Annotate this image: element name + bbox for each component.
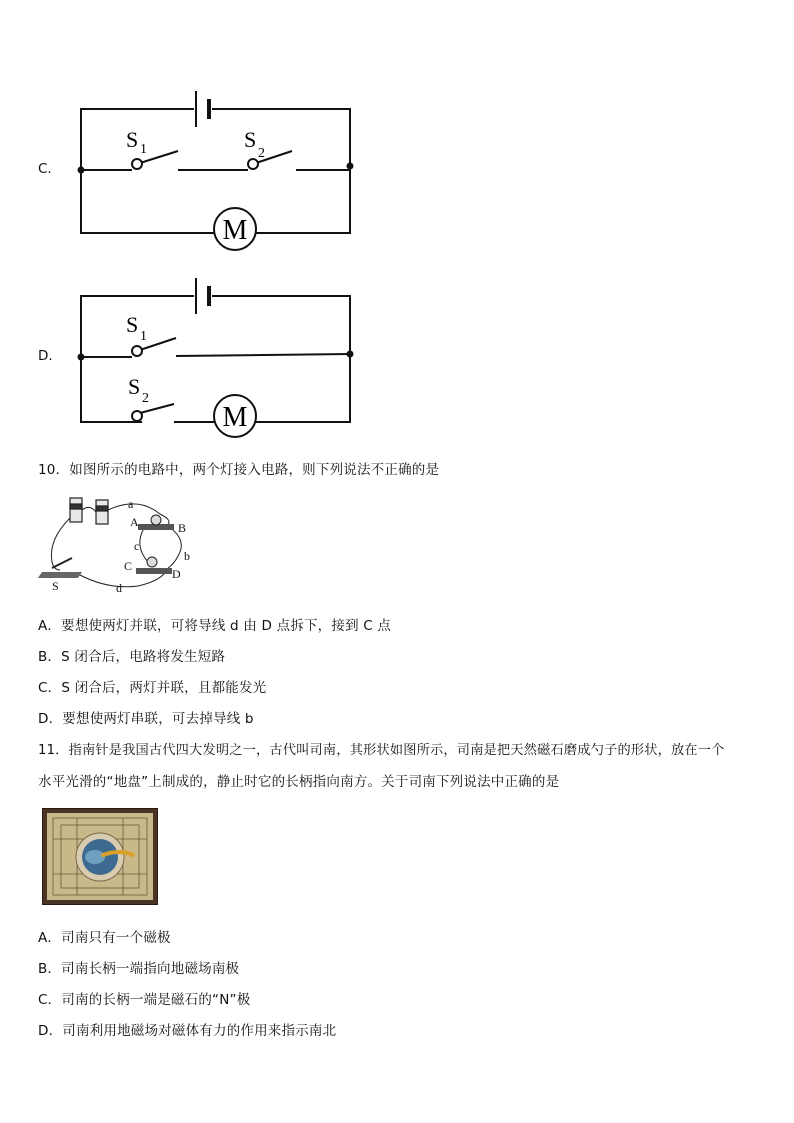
lamp-2-base xyxy=(136,568,172,574)
option-c-label: C. xyxy=(38,161,52,177)
label-D: D xyxy=(172,567,181,581)
junction-d-left xyxy=(78,354,85,361)
lamp-1-bulb xyxy=(151,515,161,525)
s1-sub-c: 1 xyxy=(140,142,147,157)
switch-s2-pivot-c xyxy=(248,159,258,169)
q10-option-c[interactable]: C．S 闭合后，两灯并联，且都能发光 xyxy=(38,680,267,696)
q11-option-a[interactable]: A．司南只有一个磁极 xyxy=(38,930,171,946)
junction-c-right xyxy=(347,163,354,170)
lamp-2-bulb xyxy=(147,557,157,567)
wire-d-outer xyxy=(81,296,350,422)
s1-sub-d: 1 xyxy=(140,329,147,344)
label-d: d xyxy=(116,581,122,595)
s1-label-c: S xyxy=(126,127,139,152)
q10-option-a[interactable]: A．要想使两灯并联，可将导线 d 由 D 点拆下，接到 C 点 xyxy=(38,618,392,634)
wire-battery-to-switch xyxy=(51,518,70,570)
label-C: C xyxy=(124,559,133,573)
q10-option-d[interactable]: D．要想使两灯串联，可去掉导线 b xyxy=(38,711,254,727)
battery-cell-2 xyxy=(96,500,108,524)
label-S: S xyxy=(52,579,59,593)
switch-s2-gap-d xyxy=(142,419,174,425)
sinan-photo-drawing xyxy=(43,809,157,904)
option-d-label: D. xyxy=(38,348,53,364)
q10-option-b[interactable]: B．S 闭合后，电路将发生短路 xyxy=(38,649,226,665)
wire-c xyxy=(140,528,148,562)
motor-d-label: M xyxy=(222,402,248,433)
q11-option-b[interactable]: B．司南长柄一端指向地磁场南极 xyxy=(38,961,240,977)
question-11-stem-line-1: 11．指南针是我国古代四大发明之一，古代叫司南，其形状如图所示，司南是把天然磁石磨成勺子的形状，放在一个 xyxy=(38,743,725,758)
wire-between-batteries xyxy=(82,507,96,512)
label-B: B xyxy=(178,521,187,535)
sinan-photo xyxy=(42,808,158,905)
switch-s1-pivot-d xyxy=(132,346,142,356)
junction-c-left xyxy=(78,167,85,174)
circuit-diagram-c xyxy=(60,85,370,255)
motor-c-label: M xyxy=(222,215,248,246)
label-a: a xyxy=(128,497,134,511)
label-A: A xyxy=(130,515,139,529)
s2-label-d: S xyxy=(128,374,141,399)
sinan-spoon-bowl xyxy=(85,850,105,864)
s1-label-d: S xyxy=(126,312,139,337)
circuit-diagram-d xyxy=(60,270,370,445)
switch-s2-pivot-d xyxy=(132,411,142,421)
switch-base xyxy=(38,572,82,578)
question-10-stem: 10．如图所示的电路中，两个灯接入电路，则下列说法不正确的是 xyxy=(38,462,440,478)
question-10-figure xyxy=(38,490,198,600)
switch-s1-pivot-c xyxy=(132,159,142,169)
s2-sub-c: 2 xyxy=(258,146,265,161)
question-11-stem-line-2: 水平光滑的“地盘”上制成的，静止时它的长柄指向南方。关于司南下列说法中正确的是 xyxy=(38,774,560,790)
label-c: c xyxy=(134,539,140,553)
switch-lever xyxy=(52,558,72,568)
battery-cell-2-band xyxy=(96,506,108,511)
junction-d-right xyxy=(347,351,354,358)
wire-d-mid-right xyxy=(176,354,350,356)
label-b: b xyxy=(184,549,190,563)
q11-option-d[interactable]: D．司南利用地磁场对磁体有力的作用来指示南北 xyxy=(38,1023,337,1039)
battery-cell-1 xyxy=(70,498,82,522)
q11-option-c[interactable]: C．司南的长柄一端是磁石的“N”极 xyxy=(38,992,251,1008)
s2-label-c: S xyxy=(244,127,257,152)
s2-sub-d: 2 xyxy=(142,391,149,406)
battery-cell-1-band xyxy=(70,504,82,509)
